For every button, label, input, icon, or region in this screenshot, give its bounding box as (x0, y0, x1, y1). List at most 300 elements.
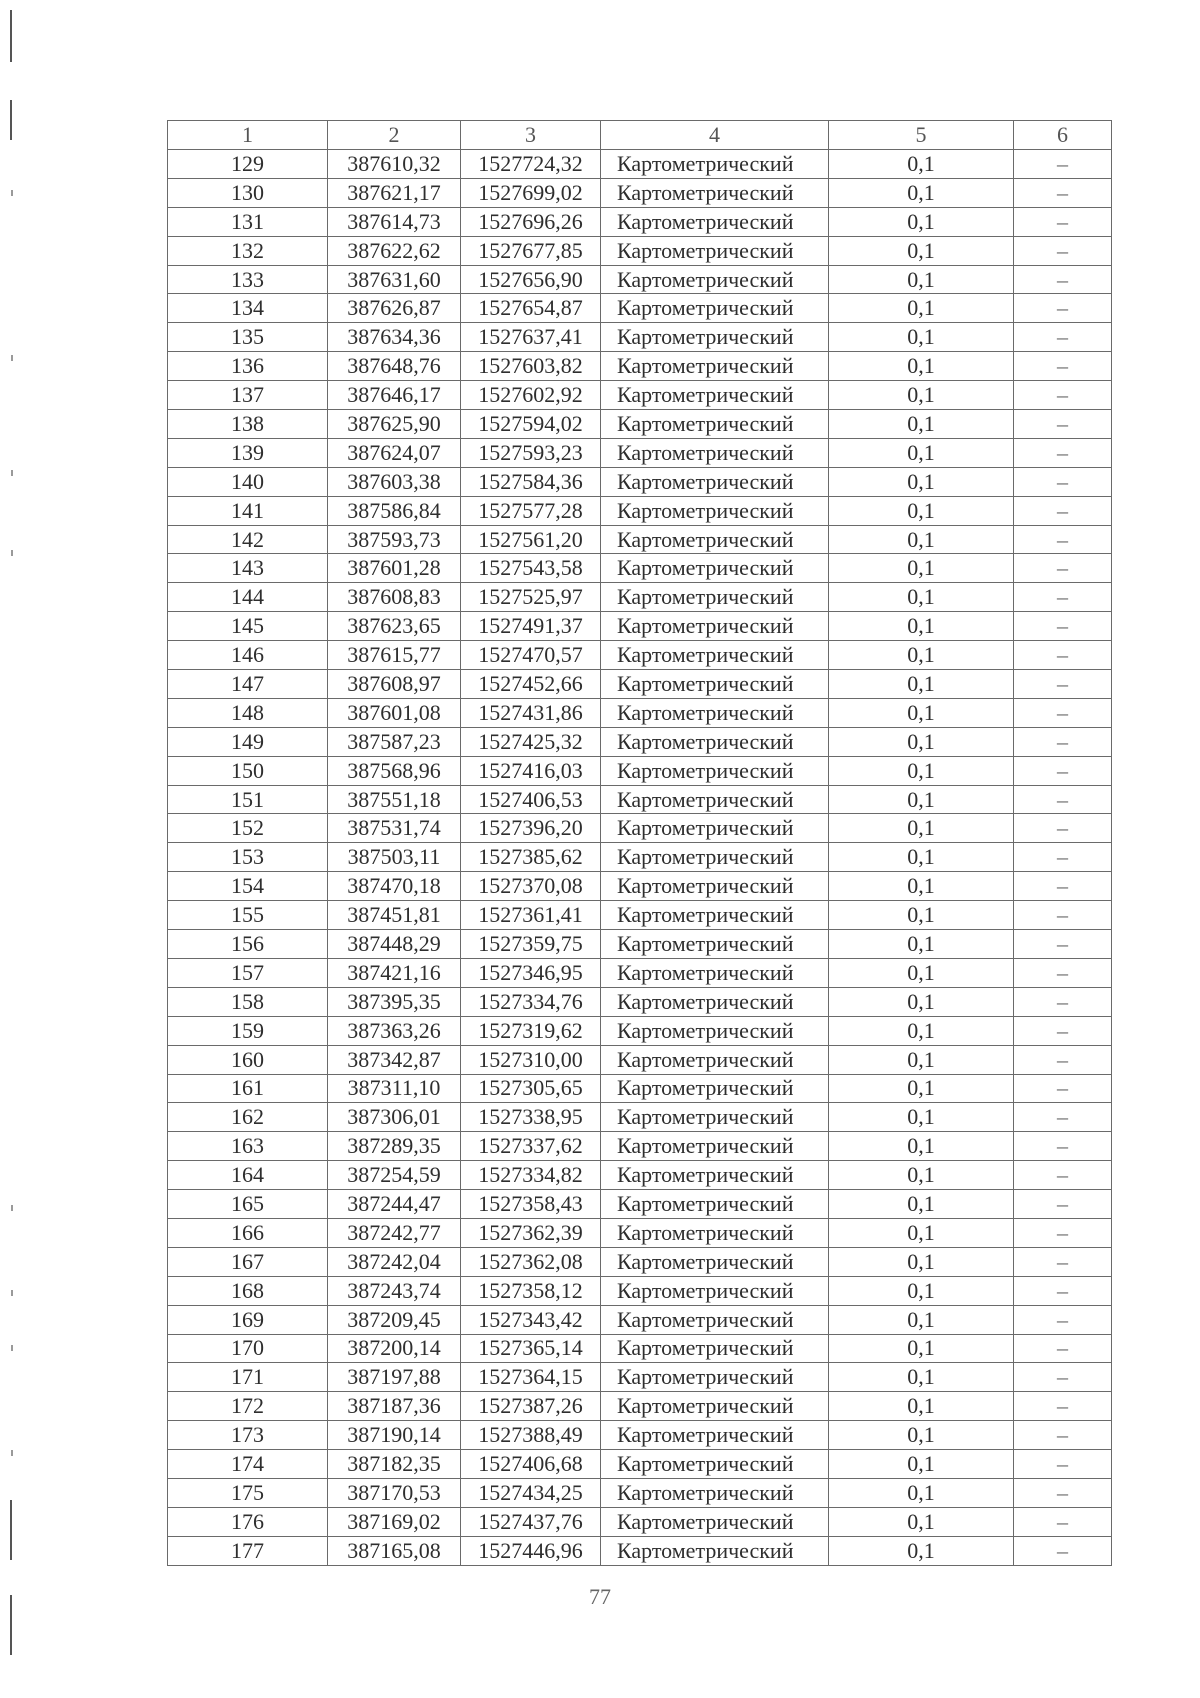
accuracy-cell: 0,1 (829, 1161, 1014, 1190)
note-cell: – (1014, 1334, 1112, 1363)
table-row (168, 1103, 1112, 1132)
accuracy-cell: 0,1 (829, 698, 1014, 727)
y-coordinate-cell: 1527425,32 (461, 727, 601, 756)
note-cell: – (1014, 872, 1112, 901)
y-coordinate-cell: 1527603,82 (461, 352, 601, 381)
table-row (168, 1334, 1112, 1363)
y-coordinate-cell: 1527358,12 (461, 1276, 601, 1305)
column-header: 1 (168, 121, 328, 150)
x-coordinate-cell: 387209,45 (328, 1305, 461, 1334)
x-coordinate-cell: 387623,65 (328, 612, 461, 641)
scan-speck (11, 1345, 13, 1351)
table-row (168, 1161, 1112, 1190)
scan-speck (11, 550, 13, 556)
table-row (168, 265, 1112, 294)
method-cell: Картометрический (601, 294, 829, 323)
method-cell: Картометрический (601, 150, 829, 179)
table-row (168, 323, 1112, 352)
scan-speck (11, 1205, 13, 1211)
note-cell: – (1014, 987, 1112, 1016)
x-coordinate-cell: 387451,81 (328, 901, 461, 930)
method-cell: Картометрический (601, 1276, 829, 1305)
table-row (168, 843, 1112, 872)
accuracy-cell: 0,1 (829, 1334, 1014, 1363)
table-row (168, 1132, 1112, 1161)
accuracy-cell: 0,1 (829, 352, 1014, 381)
table-row (168, 1305, 1112, 1334)
table-row (168, 1074, 1112, 1103)
y-coordinate-cell: 1527346,95 (461, 958, 601, 987)
table-row (168, 612, 1112, 641)
method-cell: Картометрический (601, 265, 829, 294)
point-number-cell: 130 (168, 178, 328, 207)
method-cell: Картометрический (601, 958, 829, 987)
y-coordinate-cell: 1527406,53 (461, 785, 601, 814)
x-coordinate-cell: 387586,84 (328, 496, 461, 525)
x-coordinate-cell: 387242,77 (328, 1218, 461, 1247)
point-number-cell: 133 (168, 265, 328, 294)
table-row (168, 583, 1112, 612)
x-coordinate-cell: 387311,10 (328, 1074, 461, 1103)
point-number-cell: 132 (168, 236, 328, 265)
accuracy-cell: 0,1 (829, 1478, 1014, 1507)
accuracy-cell: 0,1 (829, 612, 1014, 641)
accuracy-cell: 0,1 (829, 1450, 1014, 1479)
coordinates-table (167, 120, 1112, 1566)
y-coordinate-cell: 1527334,82 (461, 1161, 601, 1190)
column-header: 6 (1014, 121, 1112, 150)
note-cell: – (1014, 1478, 1112, 1507)
y-coordinate-cell: 1527525,97 (461, 583, 601, 612)
scan-speck (11, 355, 13, 361)
accuracy-cell: 0,1 (829, 1363, 1014, 1392)
note-cell: – (1014, 814, 1112, 843)
point-number-cell: 172 (168, 1392, 328, 1421)
accuracy-cell: 0,1 (829, 583, 1014, 612)
accuracy-cell: 0,1 (829, 756, 1014, 785)
y-coordinate-cell: 1527416,03 (461, 756, 601, 785)
note-cell: – (1014, 467, 1112, 496)
y-coordinate-cell: 1527370,08 (461, 872, 601, 901)
accuracy-cell: 0,1 (829, 467, 1014, 496)
x-coordinate-cell: 387626,87 (328, 294, 461, 323)
note-cell: – (1014, 323, 1112, 352)
point-number-cell: 164 (168, 1161, 328, 1190)
x-coordinate-cell: 387170,53 (328, 1478, 461, 1507)
table-header-row (168, 121, 1112, 150)
y-coordinate-cell: 1527431,86 (461, 698, 601, 727)
accuracy-cell: 0,1 (829, 1074, 1014, 1103)
method-cell: Картометрический (601, 1074, 829, 1103)
point-number-cell: 141 (168, 496, 328, 525)
y-coordinate-cell: 1527577,28 (461, 496, 601, 525)
method-cell: Картометрический (601, 583, 829, 612)
point-number-cell: 134 (168, 294, 328, 323)
note-cell: – (1014, 785, 1112, 814)
table-row (168, 756, 1112, 785)
accuracy-cell: 0,1 (829, 1507, 1014, 1536)
y-coordinate-cell: 1527406,68 (461, 1450, 601, 1479)
point-number-cell: 145 (168, 612, 328, 641)
accuracy-cell: 0,1 (829, 785, 1014, 814)
x-coordinate-cell: 387182,35 (328, 1450, 461, 1479)
point-number-cell: 167 (168, 1247, 328, 1276)
method-cell: Картометрический (601, 1247, 829, 1276)
x-coordinate-cell: 387646,17 (328, 381, 461, 410)
y-coordinate-cell: 1527584,36 (461, 467, 601, 496)
point-number-cell: 158 (168, 987, 328, 1016)
point-number-cell: 139 (168, 438, 328, 467)
accuracy-cell: 0,1 (829, 1421, 1014, 1450)
x-coordinate-cell: 387615,77 (328, 641, 461, 670)
point-number-cell: 151 (168, 785, 328, 814)
method-cell: Картометрический (601, 756, 829, 785)
note-cell: – (1014, 1450, 1112, 1479)
y-coordinate-cell: 1527677,85 (461, 236, 601, 265)
y-coordinate-cell: 1527491,37 (461, 612, 601, 641)
method-cell: Картометрический (601, 814, 829, 843)
y-coordinate-cell: 1527388,49 (461, 1421, 601, 1450)
x-coordinate-cell: 387648,76 (328, 352, 461, 381)
accuracy-cell: 0,1 (829, 150, 1014, 179)
note-cell: – (1014, 207, 1112, 236)
accuracy-cell: 0,1 (829, 1305, 1014, 1334)
y-coordinate-cell: 1527594,02 (461, 410, 601, 439)
method-cell: Картометрический (601, 438, 829, 467)
accuracy-cell: 0,1 (829, 525, 1014, 554)
note-cell: – (1014, 1247, 1112, 1276)
method-cell: Картометрический (601, 843, 829, 872)
table-row (168, 670, 1112, 699)
table-row (168, 1016, 1112, 1045)
table-row (168, 207, 1112, 236)
accuracy-cell: 0,1 (829, 178, 1014, 207)
note-cell: – (1014, 1190, 1112, 1219)
note-cell: – (1014, 843, 1112, 872)
accuracy-cell: 0,1 (829, 265, 1014, 294)
accuracy-cell: 0,1 (829, 1276, 1014, 1305)
y-coordinate-cell: 1527396,20 (461, 814, 601, 843)
note-cell: – (1014, 496, 1112, 525)
point-number-cell: 159 (168, 1016, 328, 1045)
point-number-cell: 140 (168, 467, 328, 496)
point-number-cell: 177 (168, 1536, 328, 1565)
x-coordinate-cell: 387254,59 (328, 1161, 461, 1190)
note-cell: – (1014, 930, 1112, 959)
note-cell: – (1014, 583, 1112, 612)
accuracy-cell: 0,1 (829, 843, 1014, 872)
x-coordinate-cell: 387634,36 (328, 323, 461, 352)
note-cell: – (1014, 178, 1112, 207)
method-cell: Картометрический (601, 554, 829, 583)
point-number-cell: 173 (168, 1421, 328, 1450)
accuracy-cell: 0,1 (829, 294, 1014, 323)
y-coordinate-cell: 1527561,20 (461, 525, 601, 554)
page-number: 77 (589, 1584, 611, 1609)
point-number-cell: 162 (168, 1103, 328, 1132)
accuracy-cell: 0,1 (829, 987, 1014, 1016)
note-cell: – (1014, 670, 1112, 699)
y-coordinate-cell: 1527602,92 (461, 381, 601, 410)
table-row (168, 1536, 1112, 1565)
table-row (168, 1363, 1112, 1392)
table-row (168, 785, 1112, 814)
method-cell: Картометрический (601, 1334, 829, 1363)
x-coordinate-cell: 387601,28 (328, 554, 461, 583)
method-cell: Картометрический (601, 1536, 829, 1565)
method-cell: Картометрический (601, 236, 829, 265)
accuracy-cell: 0,1 (829, 1045, 1014, 1074)
point-number-cell: 154 (168, 872, 328, 901)
method-cell: Картометрический (601, 987, 829, 1016)
y-coordinate-cell: 1527338,95 (461, 1103, 601, 1132)
y-coordinate-cell: 1527359,75 (461, 930, 601, 959)
x-coordinate-cell: 387470,18 (328, 872, 461, 901)
point-number-cell: 160 (168, 1045, 328, 1074)
method-cell: Картометрический (601, 1450, 829, 1479)
accuracy-cell: 0,1 (829, 930, 1014, 959)
point-number-cell: 171 (168, 1363, 328, 1392)
note-cell: – (1014, 1421, 1112, 1450)
note-cell: – (1014, 641, 1112, 670)
point-number-cell: 176 (168, 1507, 328, 1536)
note-cell: – (1014, 1392, 1112, 1421)
note-cell: – (1014, 1103, 1112, 1132)
x-coordinate-cell: 387306,01 (328, 1103, 461, 1132)
x-coordinate-cell: 387342,87 (328, 1045, 461, 1074)
accuracy-cell: 0,1 (829, 1247, 1014, 1276)
note-cell: – (1014, 1507, 1112, 1536)
x-coordinate-cell: 387289,35 (328, 1132, 461, 1161)
note-cell: – (1014, 1536, 1112, 1565)
x-coordinate-cell: 387197,88 (328, 1363, 461, 1392)
note-cell: – (1014, 756, 1112, 785)
method-cell: Картометрический (601, 1161, 829, 1190)
table-row (168, 872, 1112, 901)
point-number-cell: 165 (168, 1190, 328, 1219)
x-coordinate-cell: 387169,02 (328, 1507, 461, 1536)
accuracy-cell: 0,1 (829, 236, 1014, 265)
table-row (168, 987, 1112, 1016)
method-cell: Картометрический (601, 1392, 829, 1421)
y-coordinate-cell: 1527446,96 (461, 1536, 601, 1565)
y-coordinate-cell: 1527343,42 (461, 1305, 601, 1334)
table-row (168, 381, 1112, 410)
method-cell: Картометрический (601, 1016, 829, 1045)
x-coordinate-cell: 387448,29 (328, 930, 461, 959)
method-cell: Картометрический (601, 352, 829, 381)
x-coordinate-cell: 387593,73 (328, 525, 461, 554)
method-cell: Картометрический (601, 1478, 829, 1507)
scan-speck (11, 1290, 13, 1296)
accuracy-cell: 0,1 (829, 496, 1014, 525)
x-coordinate-cell: 387242,04 (328, 1247, 461, 1276)
note-cell: – (1014, 1045, 1112, 1074)
method-cell: Картометрический (601, 727, 829, 756)
x-coordinate-cell: 387624,07 (328, 438, 461, 467)
note-cell: – (1014, 1305, 1112, 1334)
x-coordinate-cell: 387187,36 (328, 1392, 461, 1421)
note-cell: – (1014, 236, 1112, 265)
note-cell: – (1014, 294, 1112, 323)
table-body (168, 121, 1112, 1566)
y-coordinate-cell: 1527387,26 (461, 1392, 601, 1421)
table-row (168, 178, 1112, 207)
x-coordinate-cell: 387625,90 (328, 410, 461, 439)
point-number-cell: 148 (168, 698, 328, 727)
accuracy-cell: 0,1 (829, 438, 1014, 467)
method-cell: Картометрический (601, 381, 829, 410)
accuracy-cell: 0,1 (829, 554, 1014, 583)
y-coordinate-cell: 1527319,62 (461, 1016, 601, 1045)
method-cell: Картометрический (601, 698, 829, 727)
x-coordinate-cell: 387631,60 (328, 265, 461, 294)
accuracy-cell: 0,1 (829, 323, 1014, 352)
method-cell: Картометрический (601, 178, 829, 207)
method-cell: Картометрический (601, 525, 829, 554)
table-row (168, 1045, 1112, 1074)
y-coordinate-cell: 1527470,57 (461, 641, 601, 670)
y-coordinate-cell: 1527364,15 (461, 1363, 601, 1392)
x-coordinate-cell: 387190,14 (328, 1421, 461, 1450)
method-cell: Картометрический (601, 1132, 829, 1161)
accuracy-cell: 0,1 (829, 670, 1014, 699)
method-cell: Картометрический (601, 930, 829, 959)
y-coordinate-cell: 1527337,62 (461, 1132, 601, 1161)
note-cell: – (1014, 1218, 1112, 1247)
y-coordinate-cell: 1527654,87 (461, 294, 601, 323)
y-coordinate-cell: 1527362,08 (461, 1247, 601, 1276)
y-coordinate-cell: 1527385,62 (461, 843, 601, 872)
table-row (168, 294, 1112, 323)
note-cell: – (1014, 698, 1112, 727)
accuracy-cell: 0,1 (829, 1536, 1014, 1565)
x-coordinate-cell: 387551,18 (328, 785, 461, 814)
accuracy-cell: 0,1 (829, 1392, 1014, 1421)
method-cell: Картометрический (601, 1421, 829, 1450)
x-coordinate-cell: 387200,14 (328, 1334, 461, 1363)
column-header: 3 (461, 121, 601, 150)
table-row (168, 641, 1112, 670)
accuracy-cell: 0,1 (829, 641, 1014, 670)
x-coordinate-cell: 387622,62 (328, 236, 461, 265)
table-row (168, 1190, 1112, 1219)
point-number-cell: 137 (168, 381, 328, 410)
point-number-cell: 152 (168, 814, 328, 843)
y-coordinate-cell: 1527358,43 (461, 1190, 601, 1219)
point-number-cell: 146 (168, 641, 328, 670)
method-cell: Картометрический (601, 207, 829, 236)
method-cell: Картометрический (601, 1190, 829, 1219)
x-coordinate-cell: 387621,17 (328, 178, 461, 207)
y-coordinate-cell: 1527310,00 (461, 1045, 601, 1074)
x-coordinate-cell: 387363,26 (328, 1016, 461, 1045)
x-coordinate-cell: 387608,83 (328, 583, 461, 612)
table-row (168, 930, 1112, 959)
note-cell: – (1014, 727, 1112, 756)
note-cell: – (1014, 352, 1112, 381)
point-number-cell: 142 (168, 525, 328, 554)
point-number-cell: 131 (168, 207, 328, 236)
point-number-cell: 168 (168, 1276, 328, 1305)
point-number-cell: 166 (168, 1218, 328, 1247)
point-number-cell: 161 (168, 1074, 328, 1103)
accuracy-cell: 0,1 (829, 1103, 1014, 1132)
table-row (168, 1392, 1112, 1421)
y-coordinate-cell: 1527334,76 (461, 987, 601, 1016)
point-number-cell: 156 (168, 930, 328, 959)
point-number-cell: 135 (168, 323, 328, 352)
accuracy-cell: 0,1 (829, 410, 1014, 439)
point-number-cell: 153 (168, 843, 328, 872)
y-coordinate-cell: 1527365,14 (461, 1334, 601, 1363)
point-number-cell: 129 (168, 150, 328, 179)
note-cell: – (1014, 1276, 1112, 1305)
point-number-cell: 169 (168, 1305, 328, 1334)
point-number-cell: 138 (168, 410, 328, 439)
x-coordinate-cell: 387608,97 (328, 670, 461, 699)
method-cell: Картометрический (601, 901, 829, 930)
y-coordinate-cell: 1527543,58 (461, 554, 601, 583)
note-cell: – (1014, 901, 1112, 930)
x-coordinate-cell: 387587,23 (328, 727, 461, 756)
method-cell: Картометрический (601, 1305, 829, 1334)
y-coordinate-cell: 1527696,26 (461, 207, 601, 236)
method-cell: Картометрический (601, 1045, 829, 1074)
accuracy-cell: 0,1 (829, 814, 1014, 843)
method-cell: Картометрический (601, 1363, 829, 1392)
scan-speck (11, 470, 13, 476)
table-row (168, 1247, 1112, 1276)
x-coordinate-cell: 387244,47 (328, 1190, 461, 1219)
method-cell: Картометрический (601, 641, 829, 670)
table-row (168, 467, 1112, 496)
point-number-cell: 170 (168, 1334, 328, 1363)
scan-edge-mark (10, 10, 12, 62)
x-coordinate-cell: 387503,11 (328, 843, 461, 872)
point-number-cell: 136 (168, 352, 328, 381)
y-coordinate-cell: 1527452,66 (461, 670, 601, 699)
table-row (168, 698, 1112, 727)
method-cell: Картометрический (601, 1507, 829, 1536)
table-row (168, 525, 1112, 554)
accuracy-cell: 0,1 (829, 1132, 1014, 1161)
table-row (168, 814, 1112, 843)
table-row (168, 1218, 1112, 1247)
note-cell: – (1014, 958, 1112, 987)
point-number-cell: 175 (168, 1478, 328, 1507)
y-coordinate-cell: 1527656,90 (461, 265, 601, 294)
y-coordinate-cell: 1527362,39 (461, 1218, 601, 1247)
scan-speck (11, 1450, 13, 1456)
point-number-cell: 144 (168, 583, 328, 612)
note-cell: – (1014, 410, 1112, 439)
accuracy-cell: 0,1 (829, 1016, 1014, 1045)
x-coordinate-cell: 387243,74 (328, 1276, 461, 1305)
table-row (168, 554, 1112, 583)
accuracy-cell: 0,1 (829, 381, 1014, 410)
x-coordinate-cell: 387165,08 (328, 1536, 461, 1565)
method-cell: Картометрический (601, 1103, 829, 1132)
table-row (168, 1276, 1112, 1305)
scan-speck (11, 190, 13, 196)
y-coordinate-cell: 1527437,76 (461, 1507, 601, 1536)
point-number-cell: 143 (168, 554, 328, 583)
accuracy-cell: 0,1 (829, 1218, 1014, 1247)
method-cell: Картометрический (601, 872, 829, 901)
x-coordinate-cell: 387601,08 (328, 698, 461, 727)
accuracy-cell: 0,1 (829, 872, 1014, 901)
